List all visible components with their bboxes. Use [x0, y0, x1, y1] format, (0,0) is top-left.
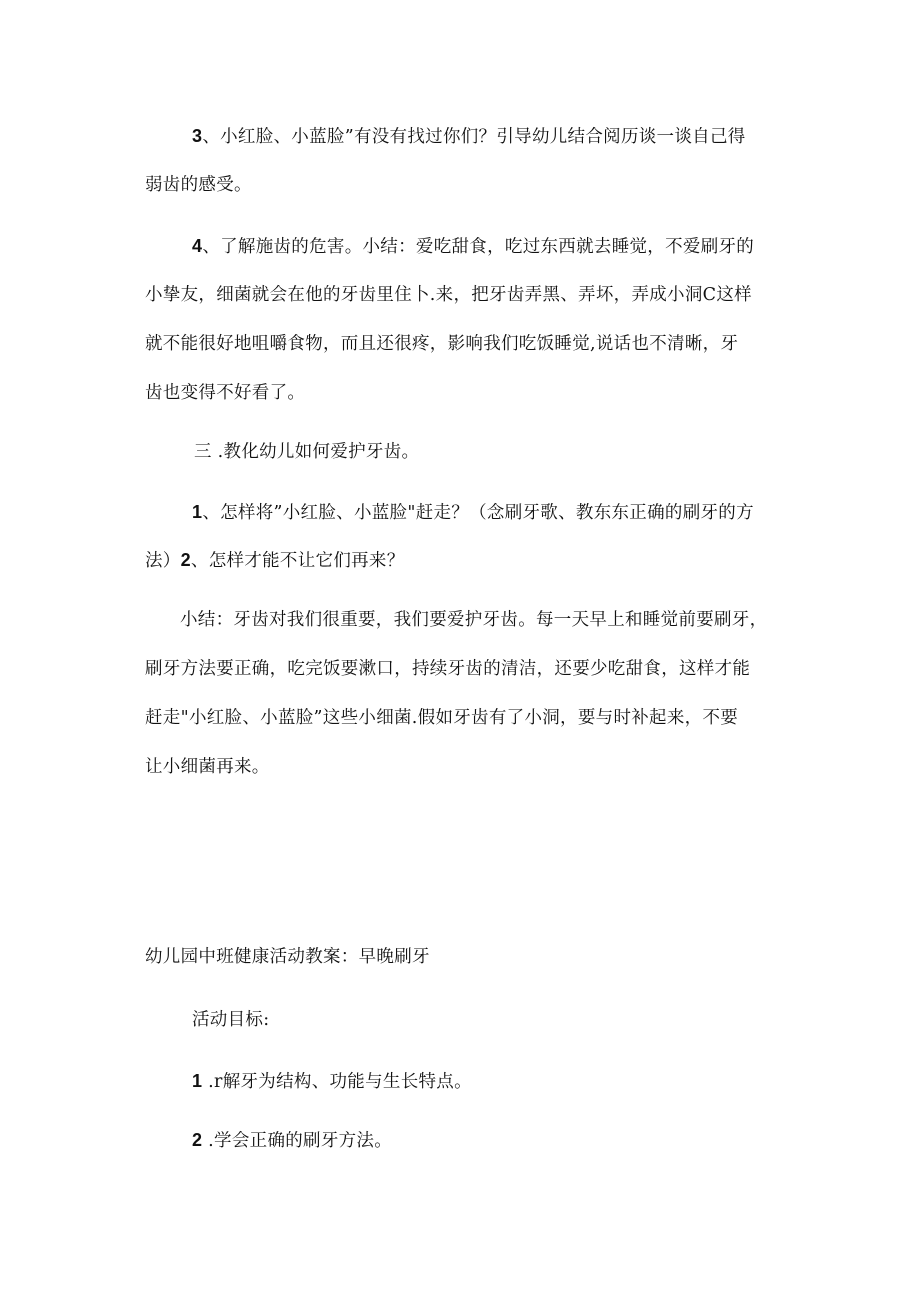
- paragraph-text: 小挚友，细菌就会在他的牙齿里住卜.来，把牙齿弄黑、弄坏，弄成小洞C这样: [145, 285, 752, 305]
- item-number: 2: [180, 550, 191, 570]
- lesson-title-text: 幼儿园中班健康活动教案：早晚刷牙: [145, 947, 430, 967]
- paragraph-4-line-4: [145, 381, 305, 405]
- summary-line-2: [145, 657, 750, 681]
- goal-1: [192, 1069, 472, 1094]
- item-1-line-1: [192, 500, 754, 525]
- paragraph-text: 、怎样才能不让它们再来？: [190, 551, 405, 571]
- lesson-title: [145, 945, 430, 969]
- paragraph-text: 、了解施齿的危害。小结：爱吃甜食，吃过东西就去睡觉，不爱刷牙的: [202, 237, 755, 257]
- item-1-line-2: [145, 548, 405, 573]
- section-heading-text: 三 .教化幼儿如何爱护牙齿。: [194, 442, 420, 462]
- summary-line-4: [145, 755, 270, 779]
- paragraph-text: .r解牙为结构、功能与生长特点。: [202, 1072, 472, 1092]
- goal-2: [192, 1128, 392, 1153]
- item-number: 3: [192, 126, 203, 146]
- paragraph-text: 齿也变得不好看了。: [145, 383, 306, 403]
- item-number: 1: [192, 502, 203, 522]
- goals-heading: [192, 1008, 269, 1032]
- paragraph-3-line-2: [145, 173, 252, 197]
- summary-line-3: [145, 706, 738, 730]
- paragraph-text: 、小红脸、小蓝脸”有没有找过你们？引导幼儿结合阅历谈一谈自己得: [202, 127, 746, 147]
- summary-line-1: [180, 608, 767, 632]
- paragraph-text: 法）: [145, 551, 181, 571]
- paragraph-text: 让小细菌再来。: [145, 757, 270, 777]
- paragraph-text: 刷牙方法要正确，吃完饭要漱口，持续牙齿的清洁，还要少吃甜食，这样才能: [145, 659, 751, 679]
- item-number: 2: [192, 1130, 203, 1150]
- goals-heading-text: 活动目标:: [192, 1010, 270, 1030]
- item-number: 4: [192, 236, 203, 256]
- item-number: 1: [192, 1071, 203, 1091]
- paragraph-text: 弱齿的感受。: [145, 175, 252, 195]
- paragraph-text: 就不能很好地咀嚼食物，而且还很疼，影响我们吃饭睡觉,说话也不清晰，牙: [145, 334, 739, 354]
- section-3-heading: [194, 440, 419, 464]
- paragraph-text: 赶走"小红脸、小蓝脸”这些小细菌.假如牙齿有了小洞，要与时补起来，不要: [145, 708, 739, 728]
- paragraph-text: 、怎样将”小红脸、小蓝脸"赶走？（念刷牙歌、教东东正确的刷牙的方: [202, 503, 754, 523]
- paragraph-4-line-1: [192, 234, 754, 259]
- paragraph-4-line-2: [145, 283, 752, 307]
- paragraph-3-line-1: [192, 124, 746, 149]
- paragraph-text: 小结：牙齿对我们很重要，我们要爱护牙齿。每一天早上和睡觉前要刷牙，: [180, 610, 768, 630]
- paragraph-text: .学会正确的刷牙方法。: [202, 1131, 393, 1151]
- paragraph-4-line-3: [145, 332, 738, 356]
